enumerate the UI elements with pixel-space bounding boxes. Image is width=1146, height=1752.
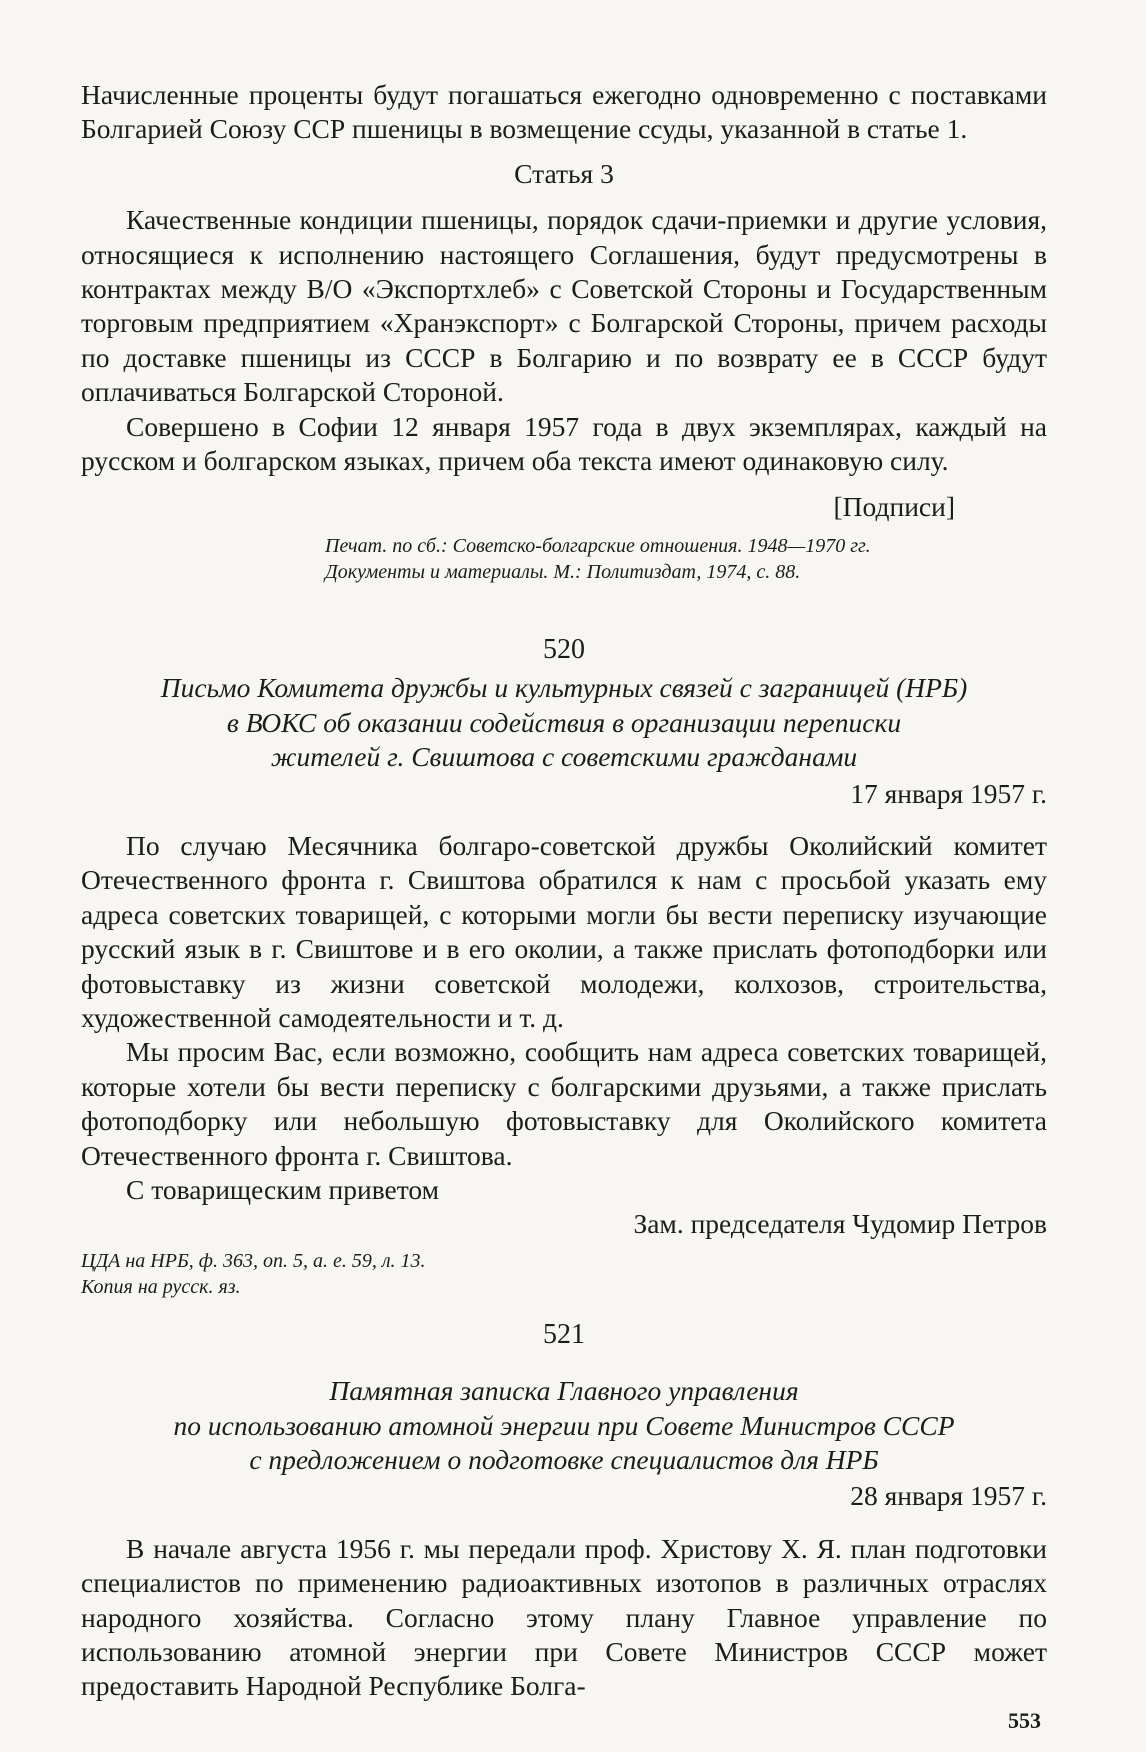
document-520-date: 17 января 1957 г.: [850, 777, 1047, 809]
document-520-number: 520: [543, 633, 585, 665]
document-521-number: 521: [543, 1318, 585, 1350]
paragraph-interest-repayment: Начисленные проценты будут погашаться ежегодно одновременно с поставками Болгарией Союзу ССР пшеницы в возмещение ссуды, указанной в статье 1.: [81, 79, 1047, 145]
document-520-title-line-1: Письмо Комитета дружбы и культурных связей с заграницей (НРБ): [160, 672, 968, 704]
document-520-signer: Зам. председателя Чудомир Петров: [633, 1208, 1047, 1240]
document-520-paragraph-1: По случаю Месячника болгаро-советской дружбы Околийский комитет Отечественного фронта г. Свиштова обратился к нам с просьбой указать ему адреса советских товарищей, с которыми могли бы вести переписку изучающие русский язык в г. Свиштове и в его околии, а также прислать фотоподборки или фотовыставку из жизни советской молодежи, колхозов, строительства, художественной самодеятельности и т. д.: [81, 829, 1047, 1033]
source-citation-1: [81, 533, 1047, 585]
signatures-note: [Подписи]: [833, 491, 955, 523]
document-520-title: [81, 671, 1047, 774]
paragraph-wheat-conditions: Качественные кондиции пшеницы, порядок сдачи-приемки и другие условия, относящиеся к исполнению настоящего Соглашения, будут предусмотрены в контрактах между В/О «Экспортхлеб» с Советской Стороны и Государственным торговым предприятием «Хранэкспорт» с Болгарской Стороны, причем расходы по доставке пшеницы из СССР в Болгарию и по возврату ее в СССР будут оплачиваться Болгарской Стороной.: [81, 204, 1047, 408]
article-3-heading: Статья 3: [514, 157, 614, 189]
page-number: 553: [1008, 1708, 1041, 1733]
document-521-paragraph-1: В начале августа 1956 г. мы передали проф. Христову Х. Я. план подготовки специалистов по применению радиоактивных изотопов в различных отраслях народного хозяйства. Согласно этому плану Главное управление по использованию атомной энергии при Совете Министров СССР может предоставить Народной Республике Болга-: [81, 1532, 1047, 1702]
document-520-source-line-1: ЦДА на НРБ, ф. 363, оп. 5, а. е. 59, л. 13.: [81, 1249, 426, 1272]
source-1-line-2: Документы и материалы. М.: Политиздат, 1974, с. 88.: [325, 560, 801, 583]
document-520-paragraph-2: Мы просим Вас, если возможно, сообщить нам адреса советских товарищей, которые хотели бы вести переписку с болгарскими друзьями, а также прислать фотоподборку или небольшую фотовыставку для Околийского комитета Отечественного фронта г. Свиштова.: [81, 1036, 1047, 1171]
document-521-title-line-3: с предложением о подготовке специалистов для НРБ: [249, 1444, 879, 1475]
document-521-title-line-1: Памятная записка Главного управления: [329, 1375, 799, 1407]
document-page: [81, 78, 1047, 1704]
document-520-title-line-2: в ВОКС об оказании содействия в организации переписки: [226, 706, 902, 738]
paragraph-signed-in-sofia: Совершено в Софии 12 января 1957 года в двух экземплярах, каждый на русском и болгарском языках, причем оба текста имеют одинаковую силу.: [81, 410, 1047, 477]
document-520-closing: С товарищеским приветом: [126, 1173, 440, 1205]
document-521-date: 28 января 1957 г.: [850, 1480, 1047, 1512]
document-520-archive-source: [81, 1248, 1047, 1300]
document-520-title-line-3: жителей г. Свиштова с советскими гражданами: [270, 741, 858, 773]
document-521-title-line-2: по использованию атомной энергии при Совете Министров СССР: [173, 1409, 955, 1441]
document-520-source-line-2: Копия на русск. яз.: [81, 1275, 241, 1298]
document-521-title: [81, 1374, 1047, 1477]
source-1-line-1: Печат. по сб.: Советско-болгарские отношения. 1948—1970 гг.: [325, 534, 871, 557]
